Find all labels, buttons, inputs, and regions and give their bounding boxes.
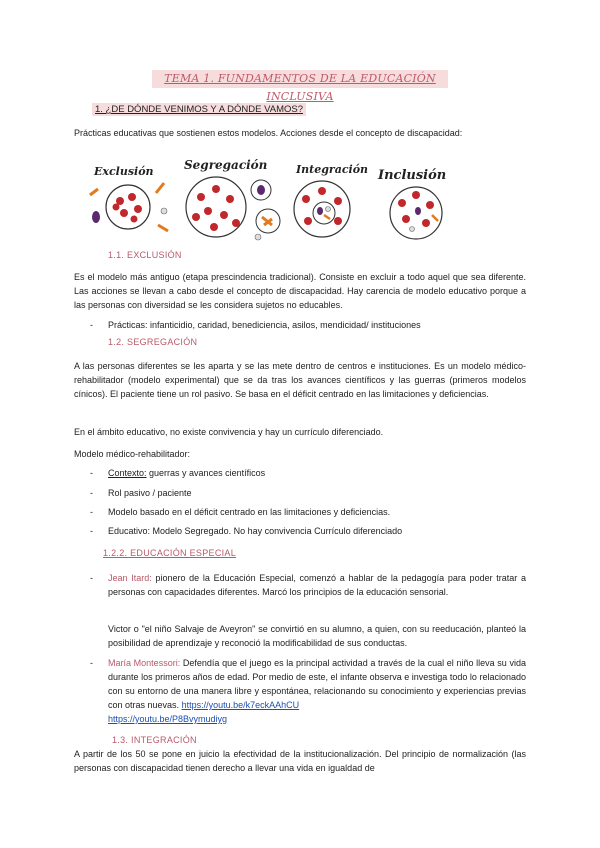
exclusion-bullet-text: Prácticas: infanticidio, caridad, benediciencia, asilos, mendicidad/ instituciones: [108, 320, 421, 330]
segregation-bullet: - Rol pasivo / paciente: [90, 488, 192, 498]
segregation-bullet: - Modelo basado en el déficit centrado en las limitaciones y deficiencias.: [90, 507, 391, 517]
exclusion-bullet: - Prácticas: infanticidio, caridad, benediciencia, asilos, mendicidad/ instituciones: [90, 320, 421, 330]
bullet-text: Rol pasivo / paciente: [108, 488, 192, 498]
heading-special-education: 1.2.2. EDUCACIÓN ESPECIAL: [103, 548, 237, 558]
youtube-link-1[interactable]: https://youtu.be/k7eckAAhCU: [181, 700, 300, 710]
integration-diagram: [294, 181, 350, 237]
segregation-bullet: - Contexto: guerras y avances científicos: [90, 468, 266, 478]
segregation-bullet: - Educativo: Modelo Segregado. No hay convivencia Currículo diferenciado: [90, 526, 403, 536]
segregation-paragraph-2: En el ámbito educativo, no existe convivencia y hay un currículo diferenciado.: [74, 427, 384, 437]
bullet-text: Educativo: Modelo Segregado. No hay convivencia Currículo diferenciado: [108, 526, 403, 536]
montessori-name: María Montessori:: [108, 658, 181, 668]
bullet-text: Modelo basado en el déficit centrado en las limitaciones y deficiencias.: [108, 507, 391, 517]
section-heading-1: 1. ¿DE DÓNDE VENIMOS Y A DÓNDE VAMOS?: [92, 103, 306, 116]
model-label: Modelo médico-rehabilitador:: [74, 449, 191, 459]
exclusion-diagram: [90, 183, 168, 231]
bullet-text: guerras y avances científicos: [146, 468, 266, 478]
segregation-paragraph: A las personas diferentes se les aparta y se las mete dentro de centros e instituciones. Es un modelo médico-rehabilitador (modelo experimental) que se da tras los avances científicos y las guerras (primeros modelos cínicos). El paciente tiene un rol pasivo. Se basa en el déficit centrado en las limitaciones y deficiencias.: [74, 361, 526, 399]
models-illustration: [86, 155, 506, 245]
itard-text: pionero de la Educación Especial, comenzó a hablar de la pedagogía para poder tratar a personas con capacidades diferentes. Marcó los principios de la educación sensorial.: [108, 573, 526, 597]
segregation-diagram: [186, 177, 280, 240]
inclusion-diagram: [390, 187, 442, 239]
youtube-link-2[interactable]: https://youtu.be/P8Bvymudiyg: [108, 714, 228, 724]
victor-paragraph: Victor o "el niño Salvaje de Aveyron" se convirtió en su alumno, a quien, con su reeducación, planteó la posibilidad de aprendizaje y reconoció la modificabilidad de sus conductas.: [108, 624, 526, 648]
bullet-underlined: Contexto:: [108, 468, 147, 478]
label-exclusion: Exclusión: [94, 165, 154, 178]
exclusion-paragraph: Es el modelo más antiguo (etapa prescindencia tradicional). Consiste en excluir a todo aquel que sea diferente. Las acciones se llevan a cabo desde el concepto de discapacidad. Hay carencia de modelo educativo porque a las personas con diversidad se les considera sujetos no educables.: [74, 272, 526, 310]
label-inclusion: Inclusión: [378, 168, 447, 183]
intro-text: Prácticas educativas que sostienen estos modelos. Acciones desde el concepto de discapacidad:: [74, 128, 463, 138]
page-title: TEMA 1. FUNDAMENTOS DE LA EDUCACIÓN INCLUSIVA: [164, 72, 436, 103]
heading-exclusion: 1.1. EXCLUSIÓN: [108, 250, 182, 260]
integration-paragraph: A partir de los 50 se pone en juicio la efectividad de la institucionalización. Del principio de normalización (las personas con discapacidad tienen derecho a llevar una vida en igualdad de: [74, 749, 526, 773]
itard-name: Jean Itard:: [108, 573, 152, 583]
montessori-item: - María Montessori: Defendía que el juego es la principal actividad a través de la cual el niño lleva su vida durante los primeros años de edad. Por medio de este, el infante observa e investiga todo lo relacionado con su entorno de una manera libre y espontánea, relacionando su conocimiento y experiencias previas con otras nuevas. https://youtu.be/k7eckAAhCU https://youtu.be/P8Bvymudiyg: [90, 658, 526, 724]
heading-segregation: 1.2. SEGREGACIÓN: [108, 337, 198, 347]
montessori-text: Defendía que el juego es la principal actividad a través de la cual el niño lleva su vida durante los primeros años de edad. Por medio de este, el infante observa e investiga todo lo relacionado con su entorno de una manera libre y espontánea, relacionando su conocimiento y experiencias previas con otras nuevas.: [108, 658, 526, 710]
page-title-banner: [152, 70, 448, 103]
label-integration: Integración: [296, 163, 369, 176]
itard-item: - Jean Itard: pionero de la Educación Especial, comenzó a hablar de la pedagogía para poder tratar a personas con capacidades diferentes. Marcó los principios de la educación sensorial.: [90, 573, 526, 597]
heading-integration: 1.3. INTEGRACIÓN: [112, 735, 197, 745]
label-segregation: Segregación: [184, 158, 268, 172]
